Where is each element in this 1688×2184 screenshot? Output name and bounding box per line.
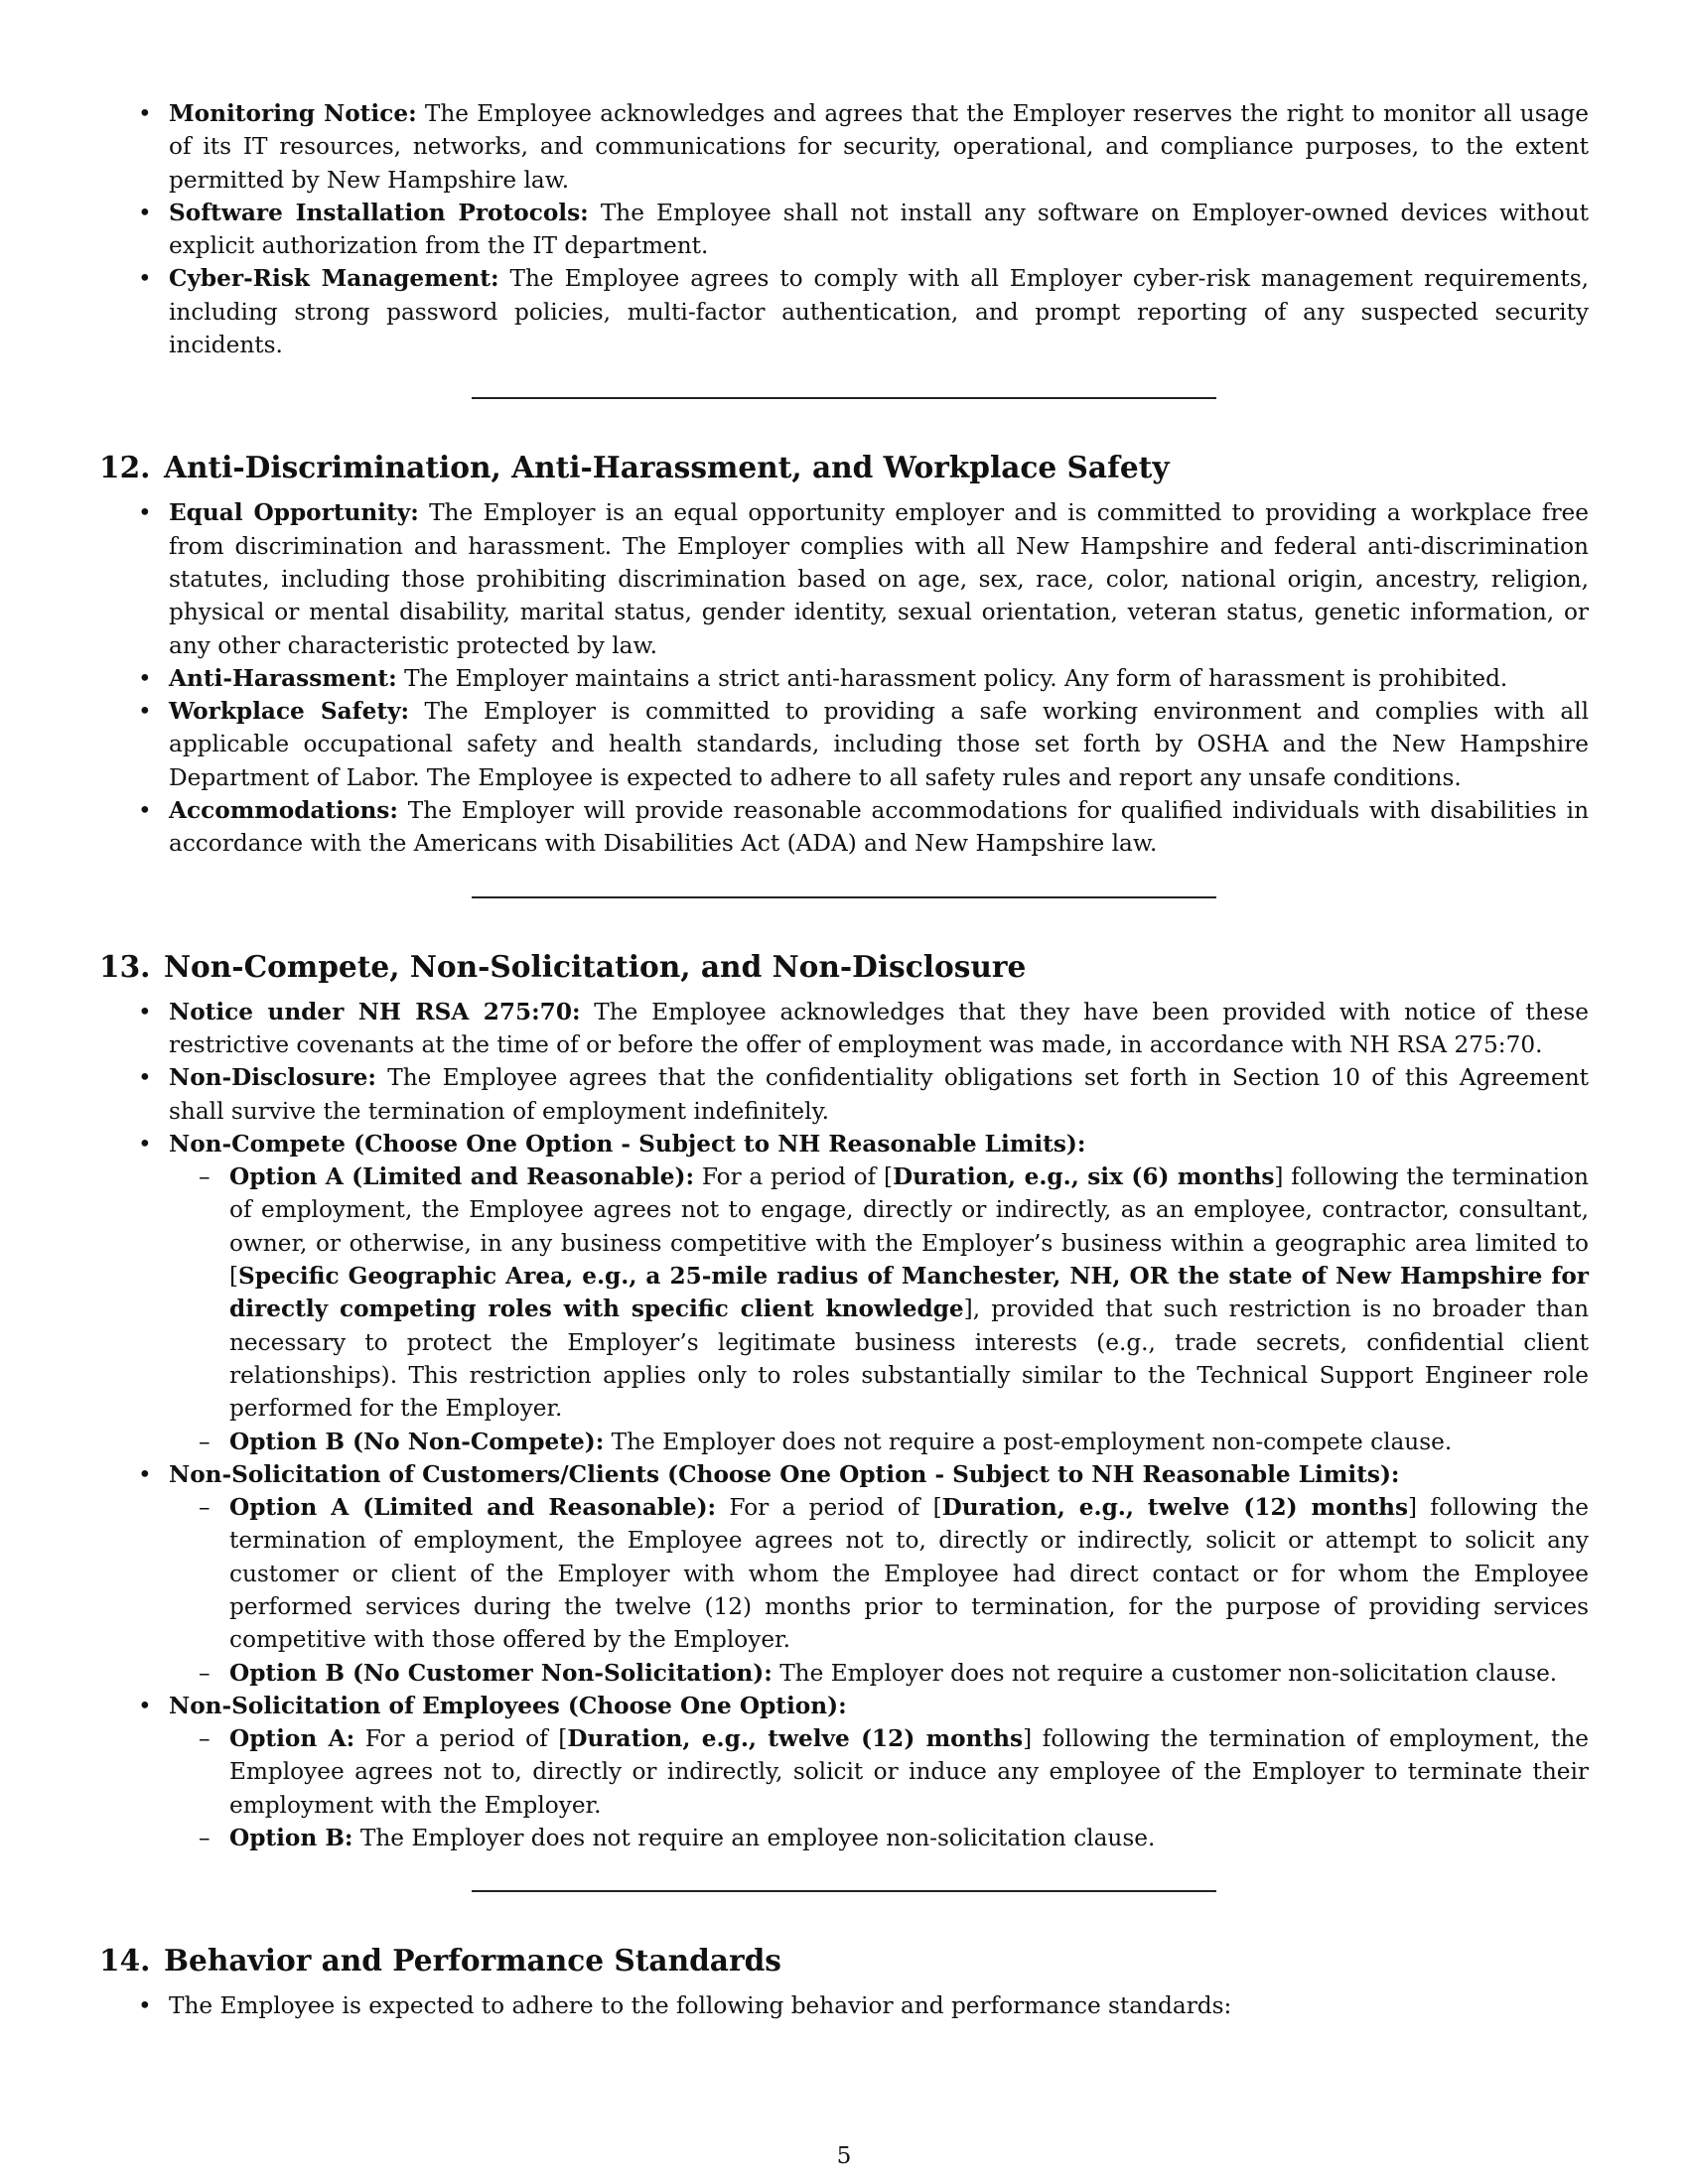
list-item: • Accommodations: The Employer will provide reasonable accommodations for qualified individuals with disabilities in accordance with the Americans with Disabilities Act (ADA) and New Hampshire law.: [99, 794, 1589, 861]
page-number: 5: [836, 2142, 852, 2169]
list-item: – Option B (No Non-Compete): The Employer does not require a post-employment non-compete clause.: [169, 1426, 1589, 1458]
list-item: • Cyber-Risk Management: The Employee agrees to comply with all Employer cyber-risk management requirements, including strong password policies, multi-factor authentication, and prompt reporting of any suspected security incidents.: [99, 262, 1589, 361]
section-11-list: [99, 97, 1589, 361]
list-item: • Software Installation Protocols: The Employee shall not install any software on Employer-owned devices without explicit authorization from the IT department.: [99, 197, 1589, 263]
non-solicit-clients-options: [169, 1491, 1589, 1690]
list-item: • Non-Disclosure: The Employee agrees that the confidentiality obligations set forth in Section 10 of this Agreement shall survive the termination of employment indefinitely.: [99, 1061, 1589, 1128]
list-item: • Anti-Harassment: The Employer maintains a strict anti-harassment policy. Any form of harassment is prohibited.: [99, 662, 1589, 695]
section-13-heading: 13. Non-Compete, Non-Solicitation, and Non-Disclosure: [99, 948, 1027, 984]
section-12-heading: 12. Anti-Discrimination, Anti-Harassment, and Workplace Safety: [99, 450, 1170, 485]
section-13-list: [99, 996, 1589, 1855]
list-item: • Non-Compete (Choose One Option - Subject to NH Reasonable Limits): – Option A (Limited and Reasonable): For a period of [Duration, e.g., six (6) months] following the termination of employment, the Employee agrees not to engage, directly or indirectly, as an employee, contractor, consultant, owner, or otherwise, in any business competitive with the Employer’s business within a geographic area limited to [Specific Geographic Area, e.g., a 25-mile radius of Manchester, NH, OR the state of New Hampshire for directly competing roles with specific client knowledge], provided that such restriction is no broader than necessary to protect the Employer’s legitimate business interests (e.g., trade secrets, confidential client relationships). This restriction applies only to roles substantially similar to the Technical Support Engineer role performed for the Employer. – Option B (No Non-Compete): The Employer does not require a post-employment non-compete clause.: [99, 1128, 1589, 1458]
section-14-list: [99, 1989, 1589, 2022]
section-12-list: [99, 496, 1589, 860]
non-compete-options: [169, 1160, 1589, 1458]
section-divider: [472, 1890, 1216, 1892]
list-item: – Option A (Limited and Reasonable): For a period of [Duration, e.g., twelve (12) months] following the termination of employment, the Employee agrees not to, directly or indirectly, solicit or attempt to solicit any customer or client of the Employer with whom the Employee had direct contact or for whom the Employee performed services during the twelve (12) months prior to termination, for the purpose of providing services competitive with those offered by the Employer.: [169, 1491, 1589, 1656]
section-divider: [472, 896, 1216, 898]
list-item: – Option B (No Customer Non-Solicitation): The Employer does not require a customer non-solicitation clause.: [169, 1657, 1589, 1690]
list-item: • Notice under NH RSA 275:70: The Employee acknowledges that they have been provided with notice of these restrictive covenants at the time of or before the offer of employment was made, in accordance with NH RSA 275:70.: [99, 996, 1589, 1062]
section-divider: [472, 397, 1216, 399]
list-item: • Equal Opportunity: The Employer is an equal opportunity employer and is committed to providing a workplace free from discrimination and harassment. The Employer complies with all New Hampshire and federal anti-discrimination statutes, including those prohibiting discrimination based on age, sex, race, color, national origin, ancestry, religion, physical or mental disability, marital status, gender identity, sexual orientation, veteran status, genetic information, or any other characteristic protected by law.: [99, 496, 1589, 661]
list-item: • The Employee is expected to adhere to the following behavior and performance standards:: [99, 1989, 1589, 2022]
list-item: – Option A: For a period of [Duration, e.g., twelve (12) months] following the termination of employment, the Employee agrees not to, directly or indirectly, solicit or induce any employee of the Employer to terminate their employment with the Employer.: [169, 1722, 1589, 1822]
list-item: • Non-Solicitation of Employees (Choose One Option): – Option A: For a period of [Duration, e.g., twelve (12) months] following the termination of employment, the Employee agrees not to, directly or indirectly, solicit or induce any employee of the Employer to terminate their employment with the Employer. – Option B: The Employer does not require an employee non-solicitation clause.: [99, 1690, 1589, 1854]
document-page: [99, 97, 1589, 2023]
non-solicit-employees-options: [169, 1722, 1589, 1854]
section-14-heading: 14. Behavior and Performance Standards: [99, 1943, 781, 1979]
list-item: – Option A (Limited and Reasonable): For a period of [Duration, e.g., six (6) months] following the termination of employment, the Employee agrees not to engage, directly or indirectly, as an employee, contractor, consultant, owner, or otherwise, in any business competitive with the Employer’s business within a geographic area limited to [Specific Geographic Area, e.g., a 25-mile radius of Manchester, NH, OR the state of New Hampshire for directly competing roles with specific client knowledge], provided that such restriction is no broader than necessary to protect the Employer’s legitimate business interests (e.g., trade secrets, confidential client relationships). This restriction applies only to roles substantially similar to the Technical Support Engineer role performed for the Employer.: [169, 1160, 1589, 1425]
list-item: • Workplace Safety: The Employer is committed to providing a safe working environment and complies with all applicable occupational safety and health standards, including those set forth by OSHA and the New Hampshire Department of Labor. The Employee is expected to adhere to all safety rules and report any unsafe conditions.: [99, 695, 1589, 794]
list-item: • Monitoring Notice: The Employee acknowledges and agrees that the Employer reserves the right to monitor all usage of its IT resources, networks, and communications for security, operational, and compliance purposes, to the extent permitted by New Hampshire law.: [99, 97, 1589, 197]
list-item: – Option B: The Employer does not require an employee non-solicitation clause.: [169, 1822, 1589, 1854]
list-item: • Non-Solicitation of Customers/Clients (Choose One Option - Subject to NH Reasonable Limits): – Option A (Limited and Reasonable): For a period of [Duration, e.g., twelve (12) months] following the termination of employment, the Employee agrees not to, directly or indirectly, solicit or attempt to solicit any customer or client of the Employer with whom the Employee had direct contact or for whom the Employee performed services during the twelve (12) months prior to termination, for the purpose of providing services competitive with those offered by the Employer. – Option B (No Customer Non-Solicitation): The Employer does not require a customer non-solicitation clause.: [99, 1458, 1589, 1690]
